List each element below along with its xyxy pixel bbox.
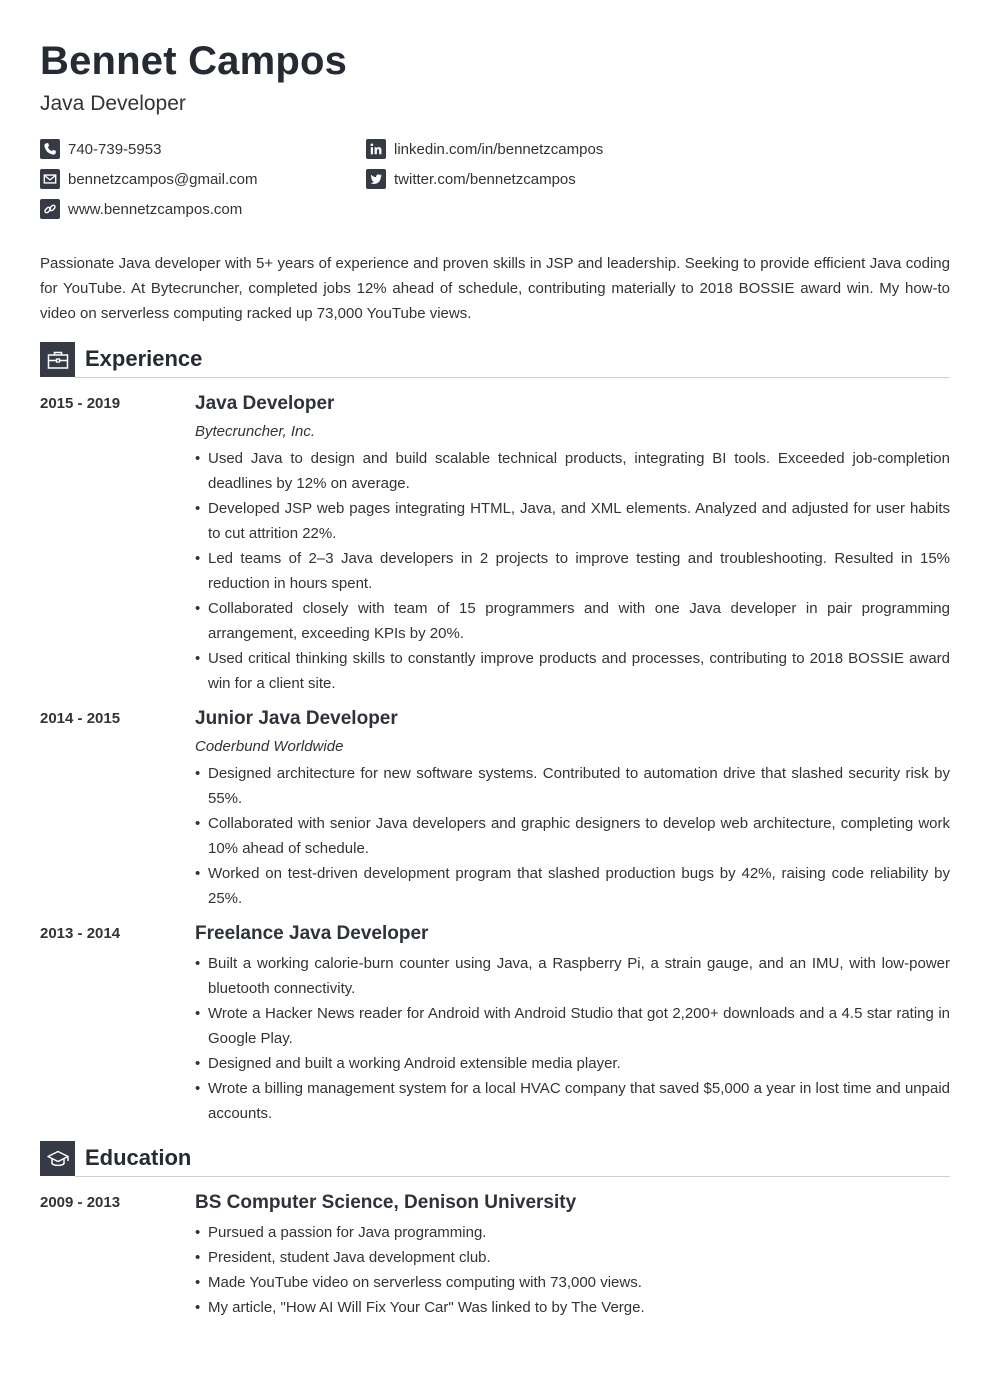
contact-website [40, 199, 242, 219]
bullet-item: • Collaborated with senior Java developers and graphic designers to develop web architecture, completing work 10% ahead of schedule. [195, 811, 950, 861]
bullet-item: • Worked on test-driven development program that slashed production bugs by 42%, raising code reliability by 25%. [195, 861, 950, 911]
experience-heading: Experience [85, 346, 203, 371]
phone-text[interactable]: 740-739-5953 [68, 140, 162, 158]
linkedin-icon [366, 139, 386, 159]
mail-icon [40, 169, 60, 189]
bullet-item: • Pursued a passion for Java programming. [195, 1220, 950, 1245]
entry-body [195, 1192, 950, 1320]
contact-phone [40, 139, 161, 159]
entry-body [195, 923, 950, 1126]
entry-bullets [195, 761, 950, 911]
job-title: Java Developer [40, 92, 186, 115]
website-text[interactable]: www.bennetzcampos.com [68, 200, 243, 218]
entry-role: Junior Java Developer [195, 708, 398, 729]
bullet-item: • Used critical thinking skills to constantly improve products and processes, contributing to 2018 BOSSIE award win for a client site. [195, 646, 950, 696]
bullet-item: • Used Java to design and build scalable technical products, integrating BI tools. Exceeded job-completion deadlines by 12% on average. [195, 446, 950, 496]
entry-dates: 2015 - 2019 [40, 395, 121, 412]
entry-bullets [195, 446, 950, 696]
bullet-item: • Wrote a Hacker News reader for Android with Android Studio that got 2,200+ downloads and a 4.5 star rating in Google Play. [195, 1001, 950, 1051]
entry-body [195, 393, 950, 696]
bullet-item: • President, student Java development club. [195, 1245, 950, 1270]
experience-section-header [40, 342, 950, 378]
entry-role: Freelance Java Developer [195, 923, 429, 944]
entry-bullets [195, 1220, 950, 1320]
entry-body [195, 708, 950, 911]
bullet-item: • Designed architecture for new software systems. Contributed to automation drive that slashed security risk by 55%. [195, 761, 950, 811]
candidate-name: Bennet Campos [40, 39, 348, 83]
link-icon [40, 199, 60, 219]
bullet-item: • Developed JSP web pages integrating HTML, Java, and XML elements. Analyzed and adjusted for user habits to cut attrition 22%. [195, 496, 950, 546]
section-divider [75, 377, 950, 378]
briefcase-icon [40, 342, 75, 377]
bullet-item: • Made YouTube video on serverless computing with 73,000 views. [195, 1270, 950, 1295]
contact-linkedin [366, 139, 603, 159]
bullet-item: • My article, "How AI Will Fix Your Car" Was linked to by The Verge. [195, 1295, 950, 1320]
entry-role: Java Developer [195, 393, 335, 414]
email-text[interactable]: bennetzcampos@gmail.com [68, 170, 258, 188]
phone-icon [40, 139, 60, 159]
entry-bullets [195, 951, 950, 1126]
education-heading: Education [85, 1145, 192, 1170]
entry-dates: 2009 - 2013 [40, 1194, 121, 1211]
bullet-item: • Collaborated closely with team of 15 programmers and with one Java developer in pair programming arrangement, exceeding KPIs by 20%. [195, 596, 950, 646]
twitter-text[interactable]: twitter.com/bennetzcampos [394, 170, 576, 188]
bullet-item: • Built a working calorie-burn counter using Java, a Raspberry Pi, a strain gauge, and an IMU, with low-power bluetooth connectivity. [195, 951, 950, 1001]
entry-dates: 2014 - 2015 [40, 710, 121, 727]
section-divider [75, 1176, 950, 1177]
linkedin-text[interactable]: linkedin.com/in/bennetzcampos [394, 140, 604, 158]
twitter-icon [366, 169, 386, 189]
education-section-header [40, 1141, 950, 1177]
entry-degree: BS Computer Science, Denison University [195, 1192, 577, 1213]
entry-dates: 2013 - 2014 [40, 925, 121, 942]
bullet-item: • Designed and built a working Android extensible media player. [195, 1051, 950, 1076]
contact-email [40, 169, 257, 189]
bullet-item: • Wrote a billing management system for a local HVAC company that saved $5,000 a year in lost time and unpaid accounts. [195, 1076, 950, 1126]
graduation-cap-icon [40, 1141, 75, 1176]
bullet-item: • Led teams of 2–3 Java developers in 2 projects to improve testing and troubleshooting. Resulted in 15% reduction in hours spent. [195, 546, 950, 596]
entry-company: Bytecruncher, Inc. [195, 423, 316, 440]
summary-paragraph: Passionate Java developer with 5+ years of experience and proven skills in JSP and leadership. Seeking to provide efficient Java coding for YouTube. At Bytecruncher, completed jobs 12% ahead of schedule, contributing materially to 2018 BOSSIE award win. My how-to video on serverless computing racked up 73,000 YouTube views. [40, 255, 950, 322]
contact-twitter [366, 169, 576, 189]
entry-company: Coderbund Worldwide [195, 738, 344, 755]
